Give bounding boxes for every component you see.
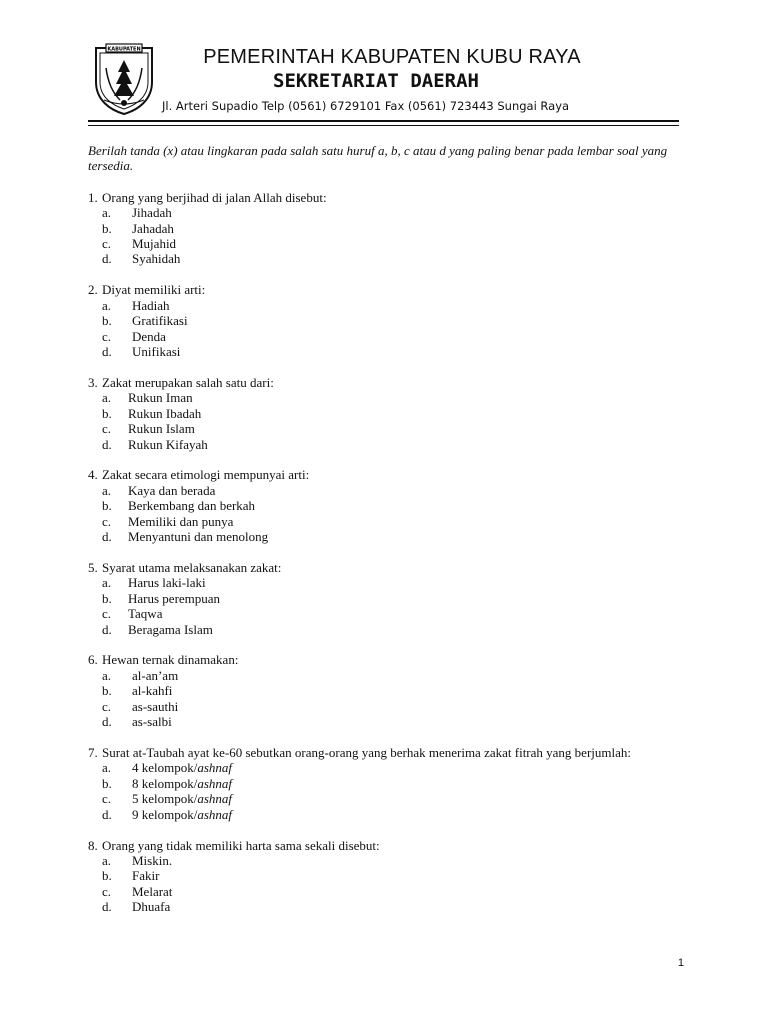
option-text-main: Syahidah <box>132 251 181 267</box>
question-number: 3. <box>88 374 98 390</box>
question-header <box>88 375 680 390</box>
option-text-main: as-salbi <box>132 714 172 730</box>
answer-option <box>88 899 680 914</box>
option-text <box>132 329 166 344</box>
option-text-main: Mujahid <box>132 236 177 252</box>
answer-option <box>88 853 680 868</box>
option-letter: c. <box>102 606 112 622</box>
option-letter: d. <box>102 436 112 452</box>
option-letter: c. <box>102 791 112 807</box>
letterhead-thin-rule <box>88 125 679 126</box>
option-letter: d. <box>102 899 112 915</box>
question-number: 6. <box>88 652 98 668</box>
option-text-italic: ashnaf <box>197 806 233 822</box>
question-item <box>88 375 680 452</box>
option-text <box>132 699 178 714</box>
question-text: Syarat utama melaksanakan zakat: <box>102 559 282 575</box>
option-text-main: Jihadah <box>132 205 172 221</box>
question-item <box>88 652 680 729</box>
answer-option <box>88 498 680 513</box>
option-text <box>128 529 268 544</box>
question-header <box>88 282 680 297</box>
option-letter: c. <box>102 328 112 344</box>
option-text <box>132 236 176 251</box>
answer-option <box>88 390 680 405</box>
option-text-main: Memiliki dan punya <box>128 513 234 529</box>
option-text-main: 5 kelompok/ <box>132 791 198 807</box>
option-letter: b. <box>102 498 112 514</box>
option-text <box>132 344 180 359</box>
answer-option <box>88 575 680 590</box>
answer-option <box>88 683 680 698</box>
option-text-main: Berkembang dan berkah <box>128 498 256 514</box>
answer-option <box>88 807 680 822</box>
answer-option <box>88 699 680 714</box>
option-text-main: Unifikasi <box>132 343 181 359</box>
answer-option <box>88 344 680 359</box>
answer-option <box>88 236 680 251</box>
answer-options <box>88 668 680 730</box>
answer-option <box>88 483 680 498</box>
answer-option <box>88 298 680 313</box>
option-text-main: Rukun Islam <box>128 421 195 437</box>
option-letter: b. <box>102 683 112 699</box>
question-number: 1. <box>88 189 98 205</box>
option-text-main: 8 kelompok/ <box>132 775 198 791</box>
option-letter: a. <box>102 297 112 313</box>
option-text <box>132 251 180 266</box>
option-text <box>132 884 172 899</box>
option-text-italic: ashnaf <box>197 775 233 791</box>
option-text <box>128 437 208 452</box>
question-item <box>88 467 680 544</box>
office-address: Jl. Arteri Supadio Telp (0561) 6729101 Fax (0561) 723443 Sungai Raya <box>162 99 570 113</box>
option-text-main: al-an’am <box>132 667 179 683</box>
option-text-italic: ashnaf <box>197 760 233 776</box>
option-text-main: Beragama Islam <box>128 621 213 637</box>
option-letter: d. <box>102 621 112 637</box>
option-letter: c. <box>102 513 112 529</box>
option-text-main: Melarat <box>132 883 173 899</box>
option-letter: c. <box>102 421 112 437</box>
option-text <box>132 760 232 775</box>
option-text-main: Denda <box>132 328 166 344</box>
option-text-main: Rukun Iman <box>128 390 193 406</box>
option-text-main: Gratifikasi <box>132 313 188 329</box>
answer-option <box>88 760 680 775</box>
option-letter: b. <box>102 405 112 421</box>
office-name: SEKRETARIAT DAERAH <box>273 70 479 92</box>
option-text <box>128 591 220 606</box>
answer-option <box>88 221 680 236</box>
answer-option <box>88 529 680 544</box>
option-letter: b. <box>102 775 112 791</box>
option-text-main: al-kahfi <box>132 683 173 699</box>
option-text-main: 4 kelompok/ <box>132 760 198 776</box>
answer-option <box>88 606 680 621</box>
question-list <box>88 190 680 915</box>
question-number: 2. <box>88 282 98 298</box>
option-text-main: 9 kelompok/ <box>132 806 198 822</box>
option-text-main: Fakir <box>132 868 160 884</box>
answer-option <box>88 313 680 328</box>
option-text <box>132 791 232 806</box>
option-text <box>132 668 178 683</box>
question-text: Zakat merupakan salah satu dari: <box>102 374 274 390</box>
option-text-main: Miskin. <box>132 852 173 868</box>
instructions: Berilah tanda (x) atau lingkaran pada salah satu huruf a, b, c atau d yang paling benar pada lembar soal yang tersedia. <box>88 143 668 174</box>
answer-options <box>88 760 680 822</box>
answer-options <box>88 575 680 637</box>
option-text <box>128 390 193 405</box>
option-letter: d. <box>102 806 112 822</box>
question-text: Zakat secara etimologi mempunyai arti: <box>102 467 310 483</box>
answer-option <box>88 421 680 436</box>
option-text <box>128 575 206 590</box>
option-text <box>132 298 170 313</box>
question-number: 4. <box>88 467 98 483</box>
option-text <box>132 714 172 729</box>
option-letter: d. <box>102 343 112 359</box>
answer-option <box>88 437 680 452</box>
question-number: 5. <box>88 559 98 575</box>
letterhead-thick-rule <box>88 120 679 122</box>
question-item <box>88 745 680 822</box>
option-letter: d. <box>102 529 112 545</box>
option-text <box>128 606 162 621</box>
option-text <box>132 807 232 822</box>
question-text: Hewan ternak dinamakan: <box>102 652 239 668</box>
option-text-main: Hadiah <box>132 297 170 313</box>
option-letter: b. <box>102 313 112 329</box>
emblem-text: KABUPATEN <box>107 46 141 53</box>
question-header <box>88 838 680 853</box>
option-letter: b. <box>102 220 112 236</box>
answer-option <box>88 622 680 637</box>
answer-option <box>88 884 680 899</box>
option-text-main: Dhuafa <box>132 899 171 915</box>
option-letter: a. <box>102 482 112 498</box>
option-text-italic: ashnaf <box>197 791 233 807</box>
question-text: Orang yang tidak memiliki harta sama sekali disebut: <box>102 837 380 853</box>
option-letter: a. <box>102 205 112 221</box>
option-text-main: Kaya dan berada <box>128 482 216 498</box>
option-text-main: as-sauthi <box>132 698 179 714</box>
option-letter: b. <box>102 868 112 884</box>
question-item <box>88 190 680 267</box>
option-text-main: Rukun Kifayah <box>128 436 208 452</box>
option-text <box>132 221 174 236</box>
question-number: 8. <box>88 837 98 853</box>
option-text-main: Menyantuni dan menolong <box>128 529 269 545</box>
option-text <box>132 683 172 698</box>
option-text <box>128 514 233 529</box>
answer-option <box>88 668 680 683</box>
question-header <box>88 190 680 205</box>
option-text-main: Jahadah <box>132 220 174 236</box>
exam-content <box>88 143 680 930</box>
page-number: 1 <box>677 957 684 969</box>
answer-options <box>88 298 680 360</box>
option-text <box>132 899 170 914</box>
question-item <box>88 838 680 915</box>
option-letter: b. <box>102 590 112 606</box>
option-text <box>132 853 172 868</box>
answer-option <box>88 205 680 220</box>
option-text <box>132 776 232 791</box>
option-text-main: Taqwa <box>128 606 163 622</box>
question-text: Diyat memiliki arti: <box>102 282 206 298</box>
answer-option <box>88 714 680 729</box>
answer-option <box>88 406 680 421</box>
option-letter: d. <box>102 714 112 730</box>
question-text: Orang yang berjihad di jalan Allah disebut: <box>102 189 327 205</box>
answer-options <box>88 390 680 452</box>
option-letter: d. <box>102 251 112 267</box>
question-header <box>88 560 680 575</box>
answer-option <box>88 251 680 266</box>
option-text-main: Rukun Ibadah <box>128 405 202 421</box>
option-letter: a. <box>102 760 112 776</box>
answer-options <box>88 483 680 545</box>
option-text-main: Harus perempuan <box>128 590 221 606</box>
question-header <box>88 467 680 482</box>
option-letter: c. <box>102 698 112 714</box>
option-letter: a. <box>102 667 112 683</box>
option-text-main: Harus laki-laki <box>128 575 206 591</box>
answer-option <box>88 868 680 883</box>
option-text <box>132 205 172 220</box>
question-header <box>88 652 680 667</box>
answer-option <box>88 591 680 606</box>
option-text <box>128 498 255 513</box>
answer-option <box>88 329 680 344</box>
option-letter: c. <box>102 236 112 252</box>
option-letter: a. <box>102 390 112 406</box>
option-text <box>132 868 159 883</box>
question-number: 7. <box>88 745 98 760</box>
answer-options <box>88 853 680 915</box>
answer-options <box>88 205 680 267</box>
question-text: Surat at-Taubah ayat ke-60 sebutkan orang-orang yang berhak menerima zakat fitrah yang berjumlah: <box>102 745 631 760</box>
option-letter: a. <box>102 575 112 591</box>
question-header <box>88 745 680 760</box>
option-text <box>132 313 188 328</box>
government-name: PEMERINTAH KABUPATEN KUBU RAYA <box>203 46 581 68</box>
question-item <box>88 560 680 637</box>
option-letter: a. <box>102 852 112 868</box>
answer-option <box>88 791 680 806</box>
option-letter: c. <box>102 883 112 899</box>
question-item <box>88 282 680 359</box>
option-text <box>128 421 195 436</box>
option-text <box>128 406 201 421</box>
answer-option <box>88 776 680 791</box>
option-text <box>128 622 213 637</box>
option-text <box>128 483 215 498</box>
answer-option <box>88 514 680 529</box>
